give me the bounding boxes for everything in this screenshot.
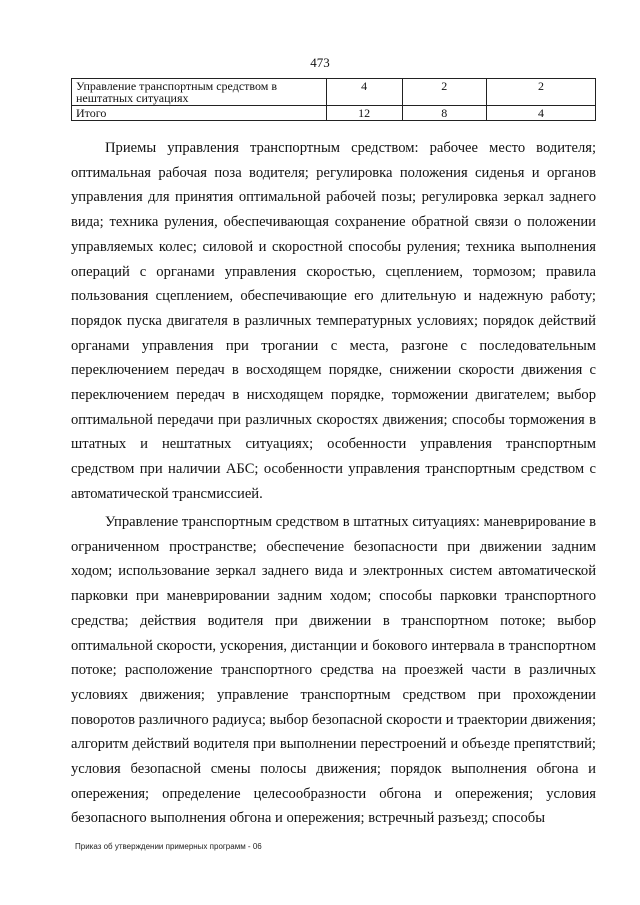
hours-table <box>71 78 596 121</box>
table-row <box>72 79 596 106</box>
table-cell-theory-hours: 2 <box>402 79 486 106</box>
table-cell-name: Итого <box>72 106 327 121</box>
table-cell-total-hours: 4 <box>326 79 402 106</box>
table-cell-total-hours: 12 <box>326 106 402 121</box>
table-cell-practice-hours: 2 <box>486 79 595 106</box>
table-cell-practice-hours: 4 <box>486 106 595 121</box>
table-row <box>72 106 596 121</box>
body-paragraph-driving-techniques: Приемы управления транспортным средством: рабочее место водителя; оптимальная рабочая поза водителя; регулировка положения сиденья и органов управления для принятия оптимальной рабочей позы; регулировка зеркал заднего вида; техника руления, обеспечивающая сохранение обратной связи о положении управляемых колес; силовой и скоростной способы руления; техника выполнения операций с органами управления скоростью, сцеплением, тормозом; правила пользования сцеплением, обеспечивающие его длительную и надежную работу; порядок пуска двигателя в различных температурных условиях; порядок действий органами управления при трогании с места, разгоне с последовательным переключением передач в восходящем порядке, снижении скорости движения с переключением передач в нисходящем порядке, торможении двигателем; выбор оптимальной передачи при различных скоростях движения; способы торможения в штатных и нештатных ситуациях; особенности управления транспортным средством при наличии АБС; особенности управления транспортным средством с автоматической трансмиссией. <box>71 140 596 502</box>
table-cell-name: Управление транспортным средством в нештатных ситуациях <box>72 79 327 106</box>
page-footer: Приказ об утверждении примерных программ - 06 <box>75 842 262 851</box>
page-number: 473 <box>310 55 330 70</box>
body-paragraph-normal-situations: Управление транспортным средством в штатных ситуациях: маневрирование в ограниченном пространстве; обеспечение безопасности при движении задним ходом; использование зеркал заднего вида и электронных систем автоматической парковки при маневрировании задним ходом; способы парковки транспортного средства; действия водителя при движении в транспортном потоке; выбор оптимальной скорости, ускорения, дистанции и бокового интервала в транспортном потоке; расположение транспортного средства на проезжей части в различных условиях движения; управление транспортным средством при прохождении поворотов различного радиуса; выбор безопасной скорости и траектории движения; алгоритм действий водителя при выполнении перестроений и объезде препятствий; условия безопасной смены полосы движения; порядок выполнения обгона и опережения; определение целесообразности обгона и опережения; условия безопасного выполнения обгона и опережения; встречный разъезд; способы <box>71 514 596 827</box>
table-cell-theory-hours: 8 <box>402 106 486 121</box>
